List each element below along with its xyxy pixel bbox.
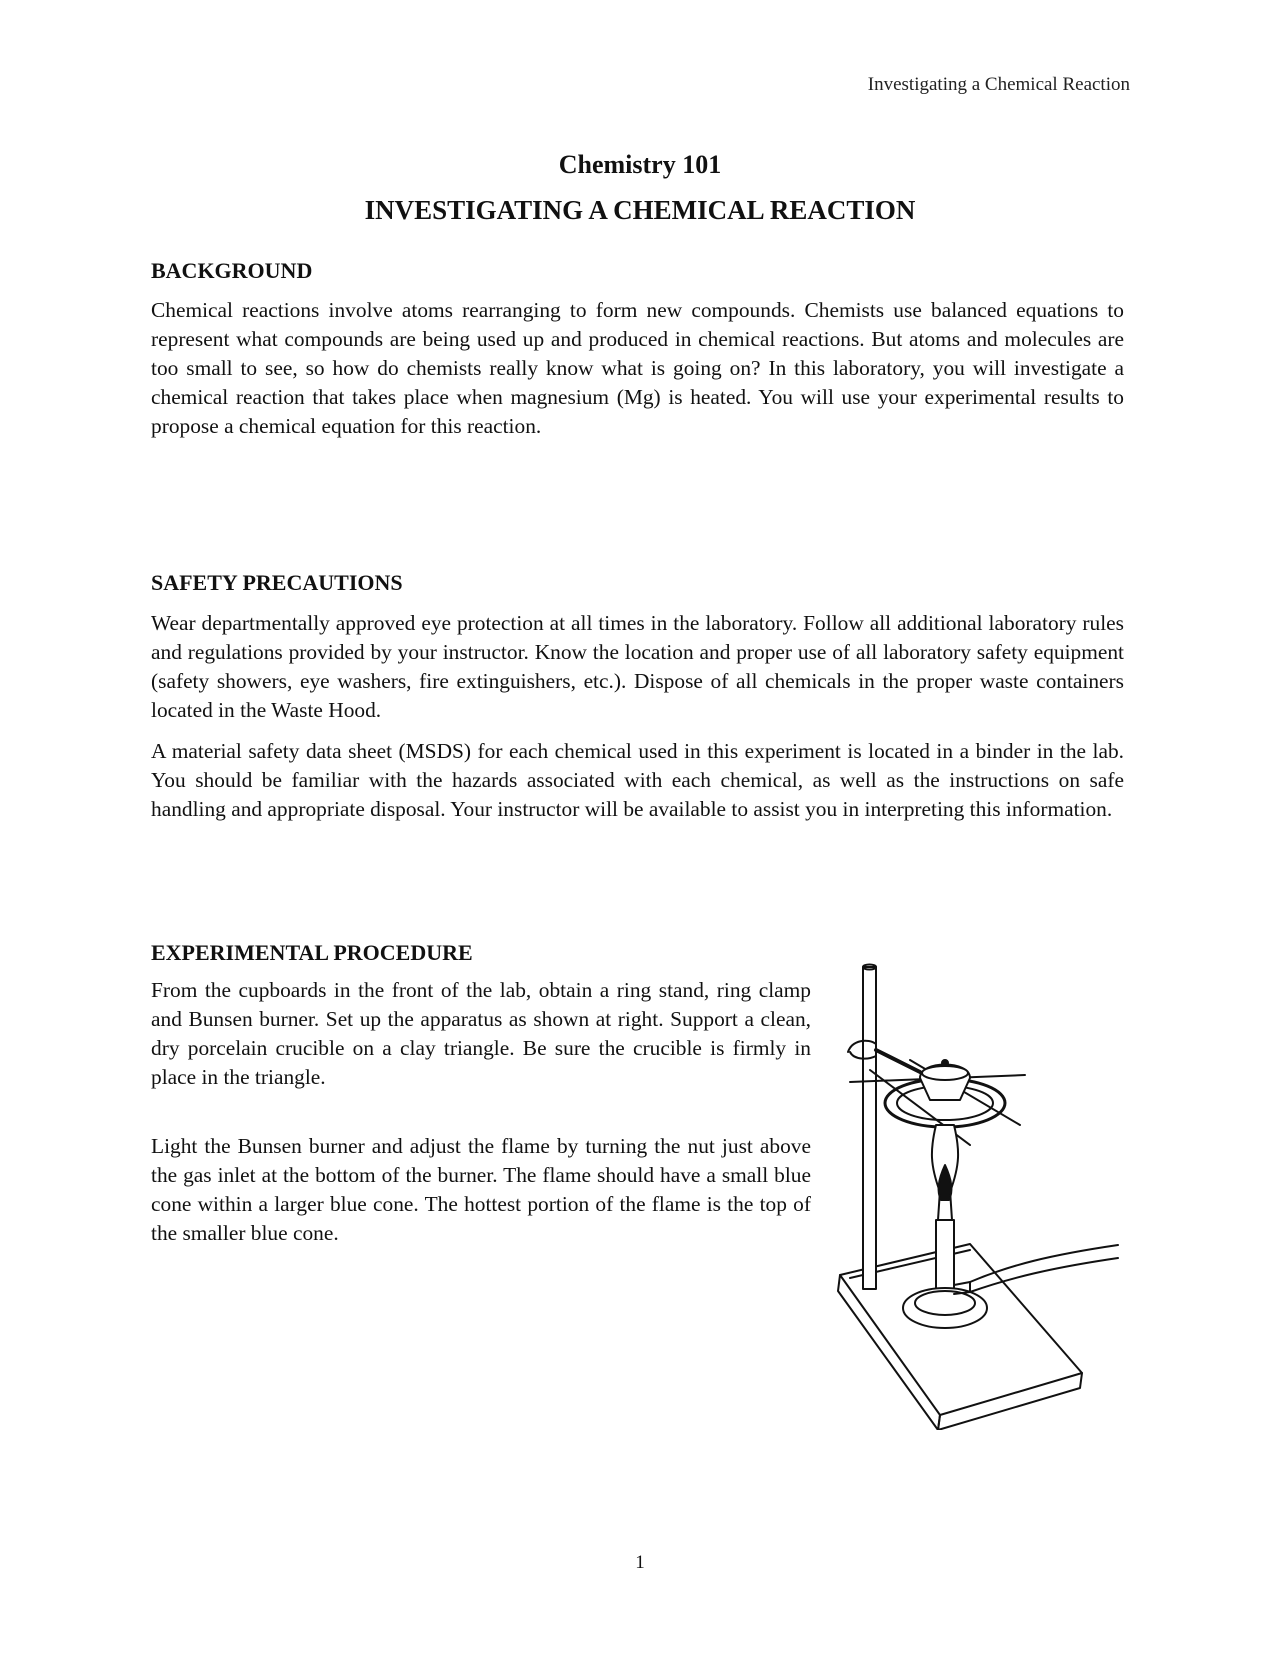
- background-paragraph: Chemical reactions involve atoms rearranging to form new compounds. Chemists use balanced equations to represent what compounds are being used up and produced in chemical reactions. But atoms and molecules are too small to see, so how do chemists really know what is going on? In this laboratory, you will investigate a chemical reaction that takes place when magnesium (Mg) is heated. You will use your experimental results to propose a chemical equation for this reaction.: [151, 298, 1124, 438]
- procedure-paragraph-1: From the cupboards in the front of the lab, obtain a ring stand, ring clamp and Bunsen burner. Set up the apparatus as shown at right. Support a clean, dry porcelain crucible on a clay triangle. Be sure the crucible is firmly in place in the triangle.: [151, 978, 811, 1089]
- bunsen-burner: [903, 1125, 987, 1328]
- ring-stand-bunsen-burner-illustration: [820, 960, 1120, 1430]
- page-number: 1: [635, 1552, 645, 1573]
- safety-paragraph-1: Wear departmentally approved eye protection at all times in the laboratory. Follow all additional laboratory rules and regulations provided by your instructor. Know the location and proper use of all laboratory safety equipment (safety showers, eye washers, fire extinguishers, etc.). Dispose of all chemicals in the proper waste containers located in the Waste Hood.: [151, 611, 1124, 722]
- safety-heading: SAFETY PRECAUTIONS: [151, 570, 403, 595]
- background-heading: BACKGROUND: [151, 258, 313, 283]
- stand-rod: [863, 965, 876, 1290]
- safety-paragraph-2: A material safety data sheet (MSDS) for each chemical used in this experiment is located in a binder in the lab. You should be familiar with the hazards associated with each chemical, as well as the instructions on safe handling and appropriate disposal. Your instructor will be available to assist you in interpreting this information.: [151, 739, 1124, 821]
- running-header: Investigating a Chemical Reaction: [867, 74, 1130, 95]
- procedure-heading: EXPERIMENTAL PROCEDURE: [151, 940, 473, 965]
- procedure-paragraph-2: Light the Bunsen burner and adjust the flame by turning the nut just above the gas inlet at the bottom of the burner. The flame should have a small blue cone within a larger blue cone. The hottest portion of the flame is the top of the smaller blue cone.: [151, 1134, 811, 1245]
- crucible: [920, 1060, 970, 1100]
- course-title: Chemistry 101: [558, 150, 722, 179]
- document-title: INVESTIGATING A CHEMICAL REACTION: [364, 195, 916, 225]
